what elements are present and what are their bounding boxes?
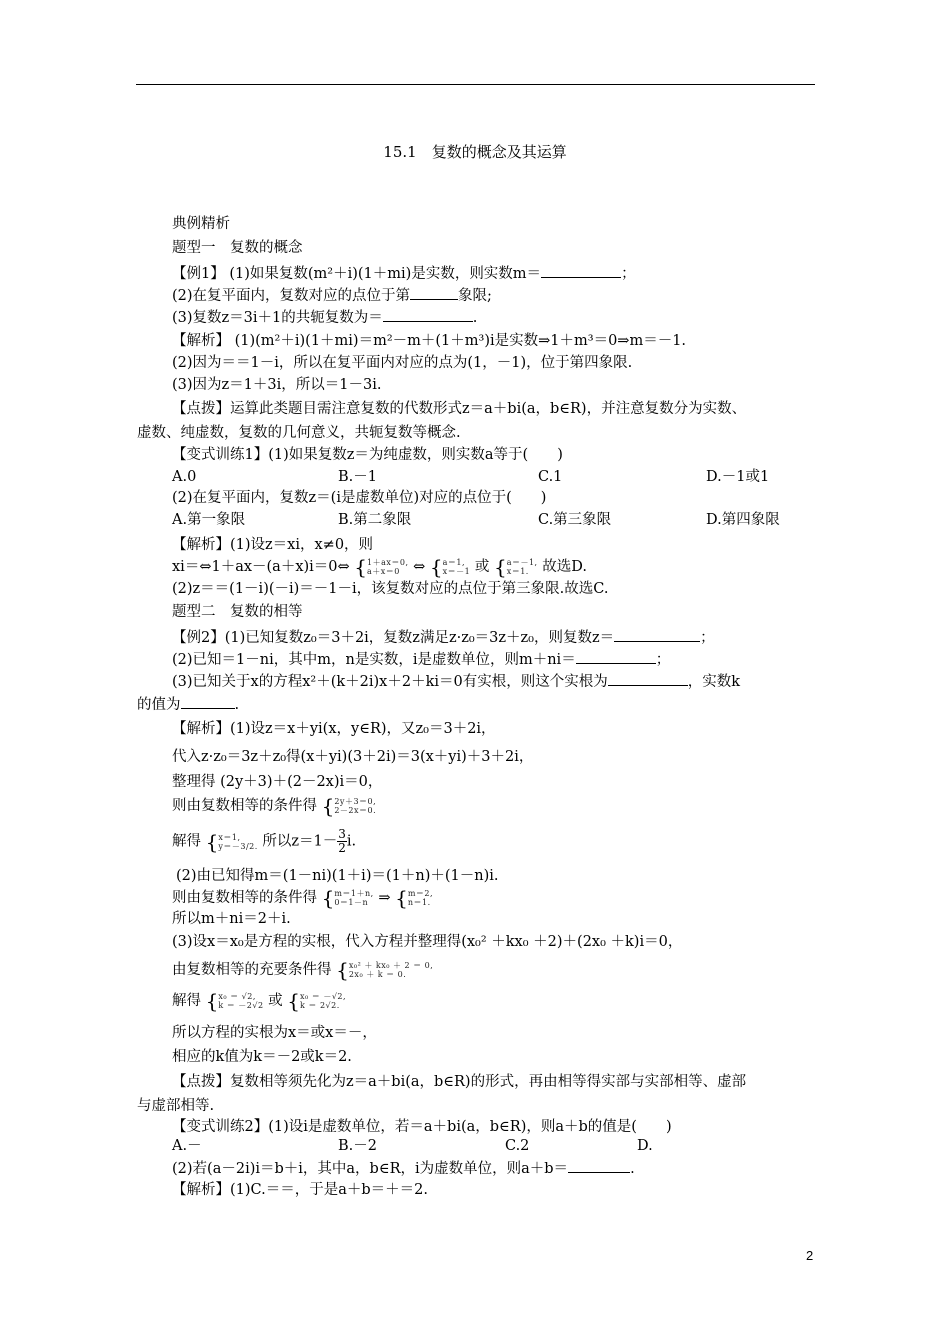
- solution-2-part3-line2: 由复数相等的充要条件得 {x₀² ＋ kx₀ ＋ 2 ＝ 0, 2x₀ ＋ k ＝ 0.: [172, 958, 434, 982]
- answer-blank: [410, 285, 458, 300]
- exercise-1-q2: (2)在复平面内，复数z＝(i是虚数单位)对应的点位于( ): [172, 490, 547, 506]
- exercise-2-solution: 【解析】(1)C.＝＝，于是a＋b＝＋＝2.: [172, 1182, 428, 1198]
- example-2-q3: (3)已知关于x的方程x²＋(k＋2i)x＋2＋ki＝0有实根，则这个实根为 ，实数k: [172, 671, 740, 692]
- option-d: D.: [637, 1138, 653, 1154]
- option-a: A.第一象限: [172, 512, 246, 528]
- solution-2-part2-line2: 则由复数相等的条件得 {m＝1＋n, 0＝1－n ⇒ {m＝2, n＝1.: [172, 886, 434, 910]
- option-a: A.0: [172, 469, 197, 485]
- answer-blank: [576, 649, 656, 664]
- header-rule: [136, 84, 815, 85]
- tip-1-line1: 【点拨】运算此类题目需注意复数的代数形式z＝a＋bi(a，b∈R)，并注意复数分为实数、: [172, 401, 747, 417]
- equation-system: x₀ ＝ √2, k ＝ －2√2: [218, 992, 264, 1010]
- fraction: $\frac{3}{2}$: [338, 827, 346, 855]
- page-number: 2: [806, 1248, 814, 1263]
- equation-system: m＝1＋n, 0＝1－n: [334, 889, 374, 907]
- option-b: B.第二象限: [338, 512, 412, 528]
- answer-blank: [541, 263, 621, 278]
- equation-system: m＝2, n＝1.: [407, 889, 434, 907]
- solution-2-part2-line1: (2)由已知得m＝(1－ni)(1＋i)＝(1＋n)＋(1－n)i.: [176, 868, 499, 884]
- answer-blank: [181, 694, 235, 709]
- option-c: C.2: [505, 1138, 530, 1154]
- example-1-q1: 【例1】 (1)如果复数(m²＋i)(1＋mi)是实数，则实数m＝ ；: [172, 263, 636, 284]
- solution-2-line5: 解得 {x＝1, y＝－3/2. 所以z＝1－ $\frac{3}{2}$ i.: [172, 827, 357, 855]
- solution-1-line1: 【解析】 (1)(m²＋i)(1＋mi)＝m²－m＋(1＋m³)i是实数⇒1＋m³＝0⇒m＝－1.: [172, 333, 687, 349]
- solution-1-line2: (2)因为＝＝1－i，所以在复平面内对应的点为(1，－1)，位于第四象限.: [172, 355, 633, 371]
- option-d: D.第四象限: [706, 512, 780, 528]
- exercise-1-solution-line2: xi＝⇔1＋ax－(a＋x)i＝0⇔ {1＋ax＝0, a＋x＝0 ⇔ {a＝1, x＝－1 或 {a＝－1, x＝1. 故选D.: [172, 555, 587, 579]
- answer-blank: [608, 671, 688, 686]
- equation-system: x₀ ＝ －√2, k ＝ 2√2.: [300, 992, 347, 1010]
- solution-2-part3-line5: 相应的k值为k＝－2或k＝2.: [172, 1049, 352, 1065]
- example-1-q2: (2)在复平面内，复数对应的点位于第 象限;: [172, 285, 492, 306]
- exercise-1-solution-line3: (2)z＝＝(1－i)(－i)＝－1－i，该复数对应的点位于第三象限.故选C.: [172, 581, 609, 597]
- example-1-q3: (3)复数z＝3i＋1的共轭复数为＝ .: [172, 307, 477, 328]
- tip-2-line1: 【点拨】复数相等须先化为z＝a＋bi(a，b∈R)的形式，再由相等得实部与实部相等、虚部: [172, 1074, 747, 1090]
- equation-system: 1＋ax＝0, a＋x＝0: [367, 558, 409, 576]
- example-2-q2: (2)已知＝1－ni，其中m，n是实数，i是虚数单位，则m＋ni＝ ；: [172, 649, 670, 670]
- solution-1-line3: (3)因为z＝1＋3i，所以＝1－3i.: [172, 377, 382, 393]
- solution-2-line4: 则由复数相等的条件得 {2y＋3＝0, 2－2x＝0.: [172, 794, 377, 818]
- section-heading: 典例精析: [172, 216, 230, 232]
- solution-2-part3-line1: (3)设x＝x₀是方程的实根，代入方程并整理得(x₀² ＋kx₀ ＋2)＋(2x₀ ＋k)i＝0，: [172, 934, 683, 950]
- example-2-q1: 【例2】(1)已知复数z₀＝3＋2i，复数z满足z·z₀＝3z＋z₀，则复数z＝ ；: [172, 627, 715, 648]
- solution-2-part3-line3: 解得 {x₀ ＝ √2, k ＝ －2√2 或 {x₀ ＝ －√2, k ＝ 2√2.: [172, 989, 347, 1013]
- equation-system: a＝－1, x＝1.: [506, 558, 538, 576]
- solution-2-line1: 【解析】(1)设z＝x＋yi(x，y∈R)，又z₀＝3＋2i，: [172, 721, 496, 737]
- tip-1-line2: 虚数、纯虚数，复数的几何意义，共轭复数等概念.: [137, 425, 461, 441]
- exercise-1-q1: 【变式训练1】(1)如果复数z＝为纯虚数，则实数a等于( ): [172, 447, 563, 463]
- example-2-q3-cont: 的值为 .: [137, 694, 239, 715]
- type-heading-2: 题型二 复数的相等: [172, 604, 303, 620]
- equation-system: a＝1, x＝－1: [442, 558, 471, 576]
- tip-2-line2: 与虚部相等.: [137, 1098, 215, 1114]
- answer-blank: [383, 307, 473, 322]
- equation-system: 2y＋3＝0, 2－2x＝0.: [334, 797, 377, 815]
- solution-2-part2-line3: 所以m＋ni＝2＋i.: [172, 911, 291, 927]
- exercise-2-q2: (2)若(a－2i)i＝b＋i，其中a，b∈R，i为虚数单位，则a＋b＝ .: [172, 1158, 635, 1179]
- equation-system: x₀² ＋ kx₀ ＋ 2 ＝ 0, 2x₀ ＋ k ＝ 0.: [348, 961, 434, 979]
- option-c: C.1: [538, 469, 563, 485]
- exercise-2-q1: 【变式训练2】(1)设i是虚数单位，若＝a＋bi(a，b∈R)，则a＋b的值是( ): [172, 1119, 672, 1135]
- type-heading-1: 题型一 复数的概念: [172, 240, 303, 256]
- answer-blank: [614, 627, 700, 642]
- option-d: D.－1或1: [706, 469, 770, 485]
- option-a: A.－: [172, 1138, 202, 1154]
- option-b: B.－2: [338, 1138, 377, 1154]
- solution-2-line3: 整理得 (2y＋3)＋(2－2x)i＝0，: [172, 774, 383, 790]
- page-title: 15.1 复数的概念及其运算: [383, 143, 567, 161]
- option-c: C.第三象限: [538, 512, 612, 528]
- option-b: B.－1: [338, 469, 377, 485]
- exercise-1-solution-line1: 【解析】(1)设z＝xi，x≠0，则: [172, 537, 374, 553]
- equation-system: x＝1, y＝－3/2.: [218, 832, 258, 851]
- solution-2-part3-line4: 所以方程的实根为x＝或x＝－，: [172, 1025, 377, 1041]
- answer-blank: [568, 1158, 630, 1173]
- solution-2-line2: 代入z·z₀＝3z＋z₀得(x＋yi)(3＋2i)＝3(x＋yi)＋3＋2i，: [172, 749, 534, 765]
